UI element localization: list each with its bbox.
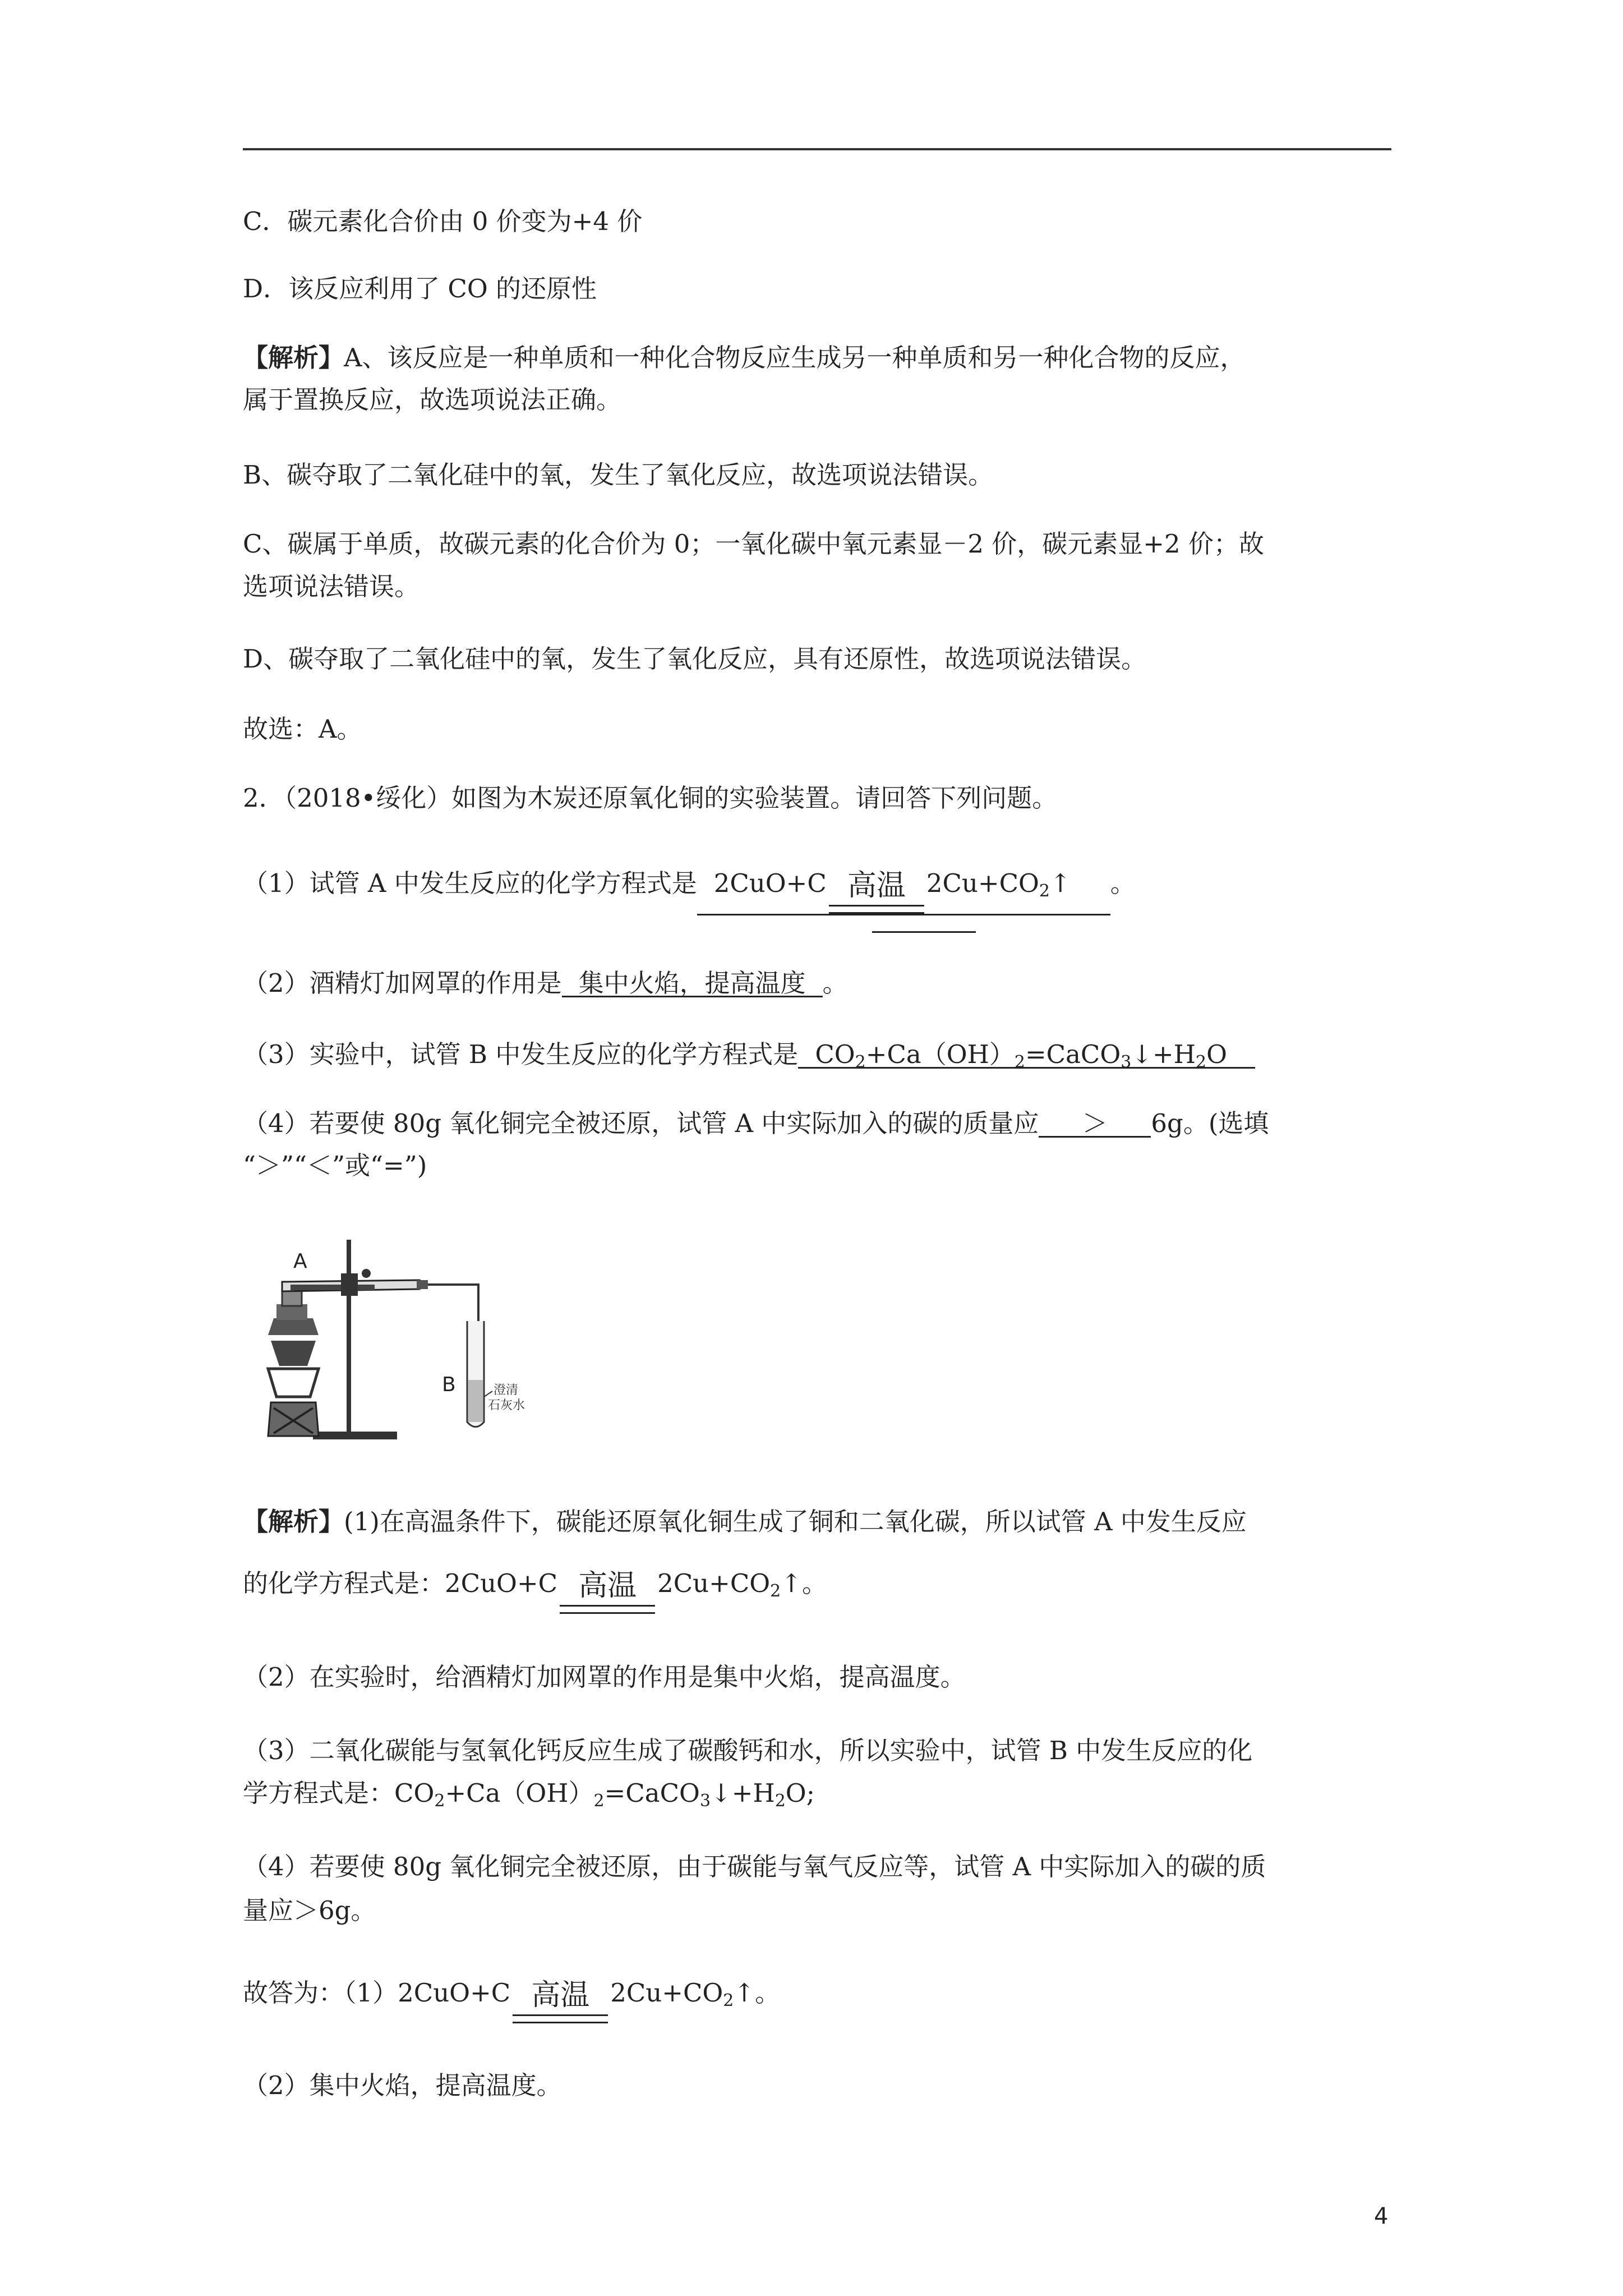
header-rule (243, 148, 1391, 150)
question2-part4: （4）若要使 80g 氧化铜完全被还原，试管 A 中实际加入的碳的质量应 ＞ 6g。(选填 (243, 1108, 1269, 1138)
condition-high-temp: 高温 (847, 869, 906, 903)
question2-part3: （3）实验中，试管 B 中发生反应的化学方程式是 $CO_2+Ca(OH)_2=CaCO_3↓+H_2O$ (243, 1042, 1255, 1069)
answer-q2: 集中火焰，提高温度 (562, 970, 823, 997)
analysis2-line4: （3）二氧化碳能与氢氧化钙反应生成了碳酸钙和水，所以实验中，试管 B 中发生反应的化 (243, 1736, 1253, 1765)
analysis-tag: 【解析】 (243, 343, 344, 372)
question2-part4-line2: “＞”“＜”或“=”) (243, 1151, 427, 1180)
question2-part2: （2）酒精灯加网罩的作用是 集中火焰，提高温度 。 (243, 968, 848, 998)
analysis2-line1: 【解析】(1)在高温条件下，碳能还原氧化铜生成了铜和二氧化碳，所以试管 A 中发生反应 (243, 1507, 1247, 1536)
analysis1-line-b: B、碳夺取了二氧化硅中的氧，发生了氧化反应，故选项说法错误。 (243, 460, 994, 490)
final-answer-line2: （2）集中火焰，提高温度。 (243, 2070, 562, 2100)
page-number: 4 (1374, 2203, 1389, 2229)
question2-stem: 2．（2018•绥化）如图为木炭还原氧化铜的实验装置。请回答下列问题。 (243, 783, 1058, 813)
question2-part1: （1）试管 A 中发生反应的化学方程式是 2CuO+C 高温 $2Cu+CO_2↑$ 。 (243, 871, 1136, 915)
analysis2-line6: （4）若要使 80g 氧化铜完全被还原，由于碳能与氧气反应等，试管 A 中实际加入的碳的质 (243, 1852, 1266, 1881)
analysis1-line-c2: 选项说法错误。 (243, 572, 420, 601)
label-a: A (293, 1250, 307, 1273)
analysis2-line7: 量应＞6g。 (243, 1895, 376, 1925)
answer-q3: $CO_2+Ca(OH)_2=CaCO_3↓+H_2O$ (798, 1042, 1255, 1069)
analysis1-line-d: D、碳夺取了二氧化硅中的氧，发生了氧化反应，具有还原性，故选项说法错误。 (243, 644, 1147, 674)
answer-underline-extra (872, 931, 976, 933)
label-limewater-1: 澄清 (494, 1383, 519, 1397)
option-c: C．碳元素化合价由 0 价变为+4 价 (243, 206, 643, 236)
analysis2-line5: 学方程式是：$CO_2+Ca(OH)_2=CaCO_3↓+H_2O$; (243, 1778, 815, 1811)
label-limewater-2: 石灰水 (488, 1398, 525, 1412)
apparatus-figure (251, 1228, 548, 1450)
analysis2-line2: 的化学方程式是：2CuO+C 高温 $2Cu+CO_2↑$。 (243, 1571, 827, 1614)
analysis2-line3: （2）在实验时，给酒精灯加网罩的作用是集中火焰，提高温度。 (243, 1662, 966, 1692)
answer-q4: ＞ (1039, 1111, 1151, 1138)
label-b: B (442, 1373, 456, 1396)
option-d: D．该反应利用了 CO 的还原性 (243, 274, 597, 303)
analysis1-line-a2: 属于置换反应，故选项说法正确。 (243, 385, 622, 415)
analysis1-line-c1: C、碳属于单质，故碳元素的化合价为 0；一氧化碳中氧元素显－2 价，碳元素显+2 价；故 (243, 529, 1264, 559)
analysis1-line-a1: 【解析】A、该反应是一种单质和一种化合物反应生成另一种单质和另一种化合物的反应， (243, 343, 1246, 372)
final-answer-line1: 故答为：（1）2CuO+C 高温 $2Cu+CO_2↑$。 (243, 1980, 780, 2023)
analysis1-answer: 故选：A。 (243, 714, 362, 744)
